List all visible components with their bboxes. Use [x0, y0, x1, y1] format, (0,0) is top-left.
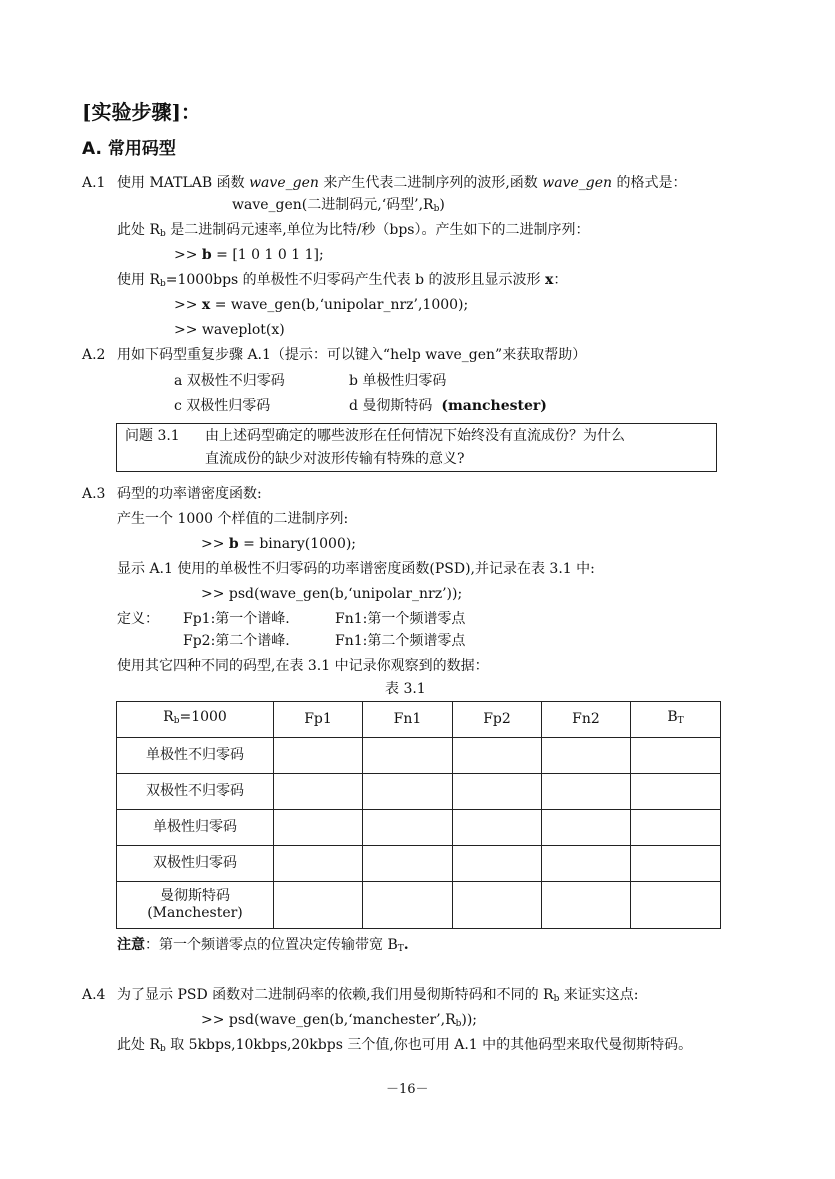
func-name: wave_gen: [249, 175, 319, 191]
a2-option-a: a 双极性不归零码: [174, 373, 285, 389]
row-label: 双极性不归零码: [117, 774, 274, 810]
a3-def-fp2: Fp2:第二个谱峰.: [183, 633, 290, 649]
a4-intro: 为了显示 PSD 函数对二进制码率的依赖,我们用曼彻斯特码和不同的 $R_b$ 来证实这点:: [117, 987, 639, 1004]
a3-show: 显示 A.1 使用的单极性不归零码的功率谱密度函数(PSD),并记录在表 3.1 中:: [117, 561, 595, 577]
header-bt: $B_T$: [631, 702, 721, 738]
table-cell[interactable]: [453, 810, 542, 846]
header-rb: $R_b=1000$: [117, 702, 274, 738]
a3-def-fn2: Fn1:第二个频谱零点: [335, 633, 466, 649]
a4-cmd: >> $psd(wave\_gen(b,‘manchester’,R_b))$;: [201, 1012, 478, 1029]
table-cell[interactable]: [542, 738, 631, 774]
question-line1: 由上述码型确定的哪些波形在任何情况下始终没有直流成份？为什么: [205, 428, 625, 444]
a3-number: A.3: [82, 486, 106, 502]
table-cell[interactable]: [453, 846, 542, 882]
a3-def-label: 定义：: [117, 611, 159, 627]
header-fn1: Fn1: [363, 702, 453, 738]
row-label: 曼彻斯特码 (Manchester): [117, 882, 274, 929]
table-cell[interactable]: [631, 846, 721, 882]
a2-number: A.2: [82, 347, 106, 363]
a3-cmd-psd: >> psd(wave_gen(b,‘unipolar_nrz’));: [201, 586, 463, 602]
a3-title: 码型的功率谱密度函数:: [117, 486, 262, 502]
a1-cmd-plot: >> waveplot(x): [174, 322, 285, 338]
header-fp2: Fp2: [453, 702, 542, 738]
table-row: [117, 774, 721, 810]
table-cell[interactable]: [363, 738, 453, 774]
a1-cmd-x: >> x = wave_gen(b,‘unipolar_nrz’,1000);: [174, 297, 469, 313]
table-cell[interactable]: [363, 810, 453, 846]
table-cell[interactable]: [542, 774, 631, 810]
a2-option-b: b 单极性归零码: [349, 373, 447, 389]
row-label: 单极性不归零码: [117, 738, 274, 774]
a3-other: 使用其它四种不同的码型,在表 3.1 中记录你观察到的数据：: [117, 658, 489, 674]
a4-last: 此处 $R_b$ 取 5kbps,10kbps,20kbps 三个值,你也可用 A.1 中的其他码型来取代曼彻斯特码。: [117, 1037, 693, 1054]
table-row: [117, 846, 721, 882]
table-cell[interactable]: [631, 774, 721, 810]
table-cell[interactable]: [631, 810, 721, 846]
subsection-heading: A. 常用码型: [82, 139, 176, 159]
table-cell[interactable]: [453, 882, 542, 929]
a3-def-fn1: Fn1:第一个频谱零点: [335, 611, 466, 627]
question-line2: 直流成份的缺少对波形传输有特殊的意义?: [205, 451, 465, 467]
a1-number: A.1: [82, 175, 106, 191]
row-label: 双极性归零码: [117, 846, 274, 882]
a1-use: 使用 $R_b=1000bps$ 的单极性不归零码产生代表 b 的波形且显示波形 x：: [117, 272, 568, 289]
table-cell[interactable]: [453, 774, 542, 810]
table-cell[interactable]: [274, 738, 363, 774]
table-cell[interactable]: [542, 846, 631, 882]
table-cell[interactable]: [363, 846, 453, 882]
a3-gen: 产生一个 1000 个样值的二进制序列:: [117, 511, 349, 527]
table-cell[interactable]: [631, 738, 721, 774]
header-fp1: Fp1: [274, 702, 363, 738]
table-cell[interactable]: [363, 774, 453, 810]
a1-format: wave_gen(二进制码元,‘码型$’,R_b$): [232, 197, 445, 214]
page-number: －16－: [386, 1082, 429, 1097]
table-cell[interactable]: [274, 882, 363, 929]
a1-intro: 使用 MATLAB 函数 wave_gen 来产生代表二进制序列的波形,函数 wave_gen 的格式是：: [117, 175, 687, 191]
table-cell[interactable]: [542, 810, 631, 846]
func-name: wave_gen: [542, 175, 613, 191]
a3-cmd-binary: >> b = binary(1000);: [201, 536, 357, 552]
a4-number: A.4: [82, 987, 106, 1003]
table-cell[interactable]: [542, 882, 631, 929]
table-row: [117, 882, 721, 929]
table-row: [117, 738, 721, 774]
table-cell[interactable]: [274, 810, 363, 846]
question-label: 问题 3.1: [125, 428, 180, 444]
table-header-row: [117, 702, 721, 738]
header-fn2: Fn2: [542, 702, 631, 738]
a3-def-fp1: Fp1:第一个谱峰.: [183, 611, 290, 627]
section-heading: [实验步骤]：: [82, 100, 201, 124]
a2-text: 用如下码型重复步骤 A.1（提示：可以键入“help wave_gen”来获取帮助）: [117, 347, 587, 363]
table-cell[interactable]: [274, 774, 363, 810]
a2-option-d: d 曼彻斯特码 (manchester): [349, 398, 547, 414]
a1-cmd-b: >> b = [1 0 1 0 1 1];: [174, 247, 324, 263]
table-cell[interactable]: [363, 882, 453, 929]
note: 注意：第一个频谱零点的位置决定传输带宽 $B_T$.: [117, 937, 409, 954]
psd-table: [116, 701, 721, 929]
row-label: 单极性归零码: [117, 810, 274, 846]
table-cell[interactable]: [274, 846, 363, 882]
a2-option-c: c 双极性归零码: [174, 398, 271, 414]
a1-rb-desc: 此处 $R_b$ 是二进制码元速率,单位为比特/秒（bps）。产生如下的二进制序列：: [117, 222, 590, 239]
table-row: [117, 810, 721, 846]
table-cell[interactable]: [453, 738, 542, 774]
table-cell[interactable]: [631, 882, 721, 929]
table-caption: 表 3.1: [385, 681, 426, 697]
